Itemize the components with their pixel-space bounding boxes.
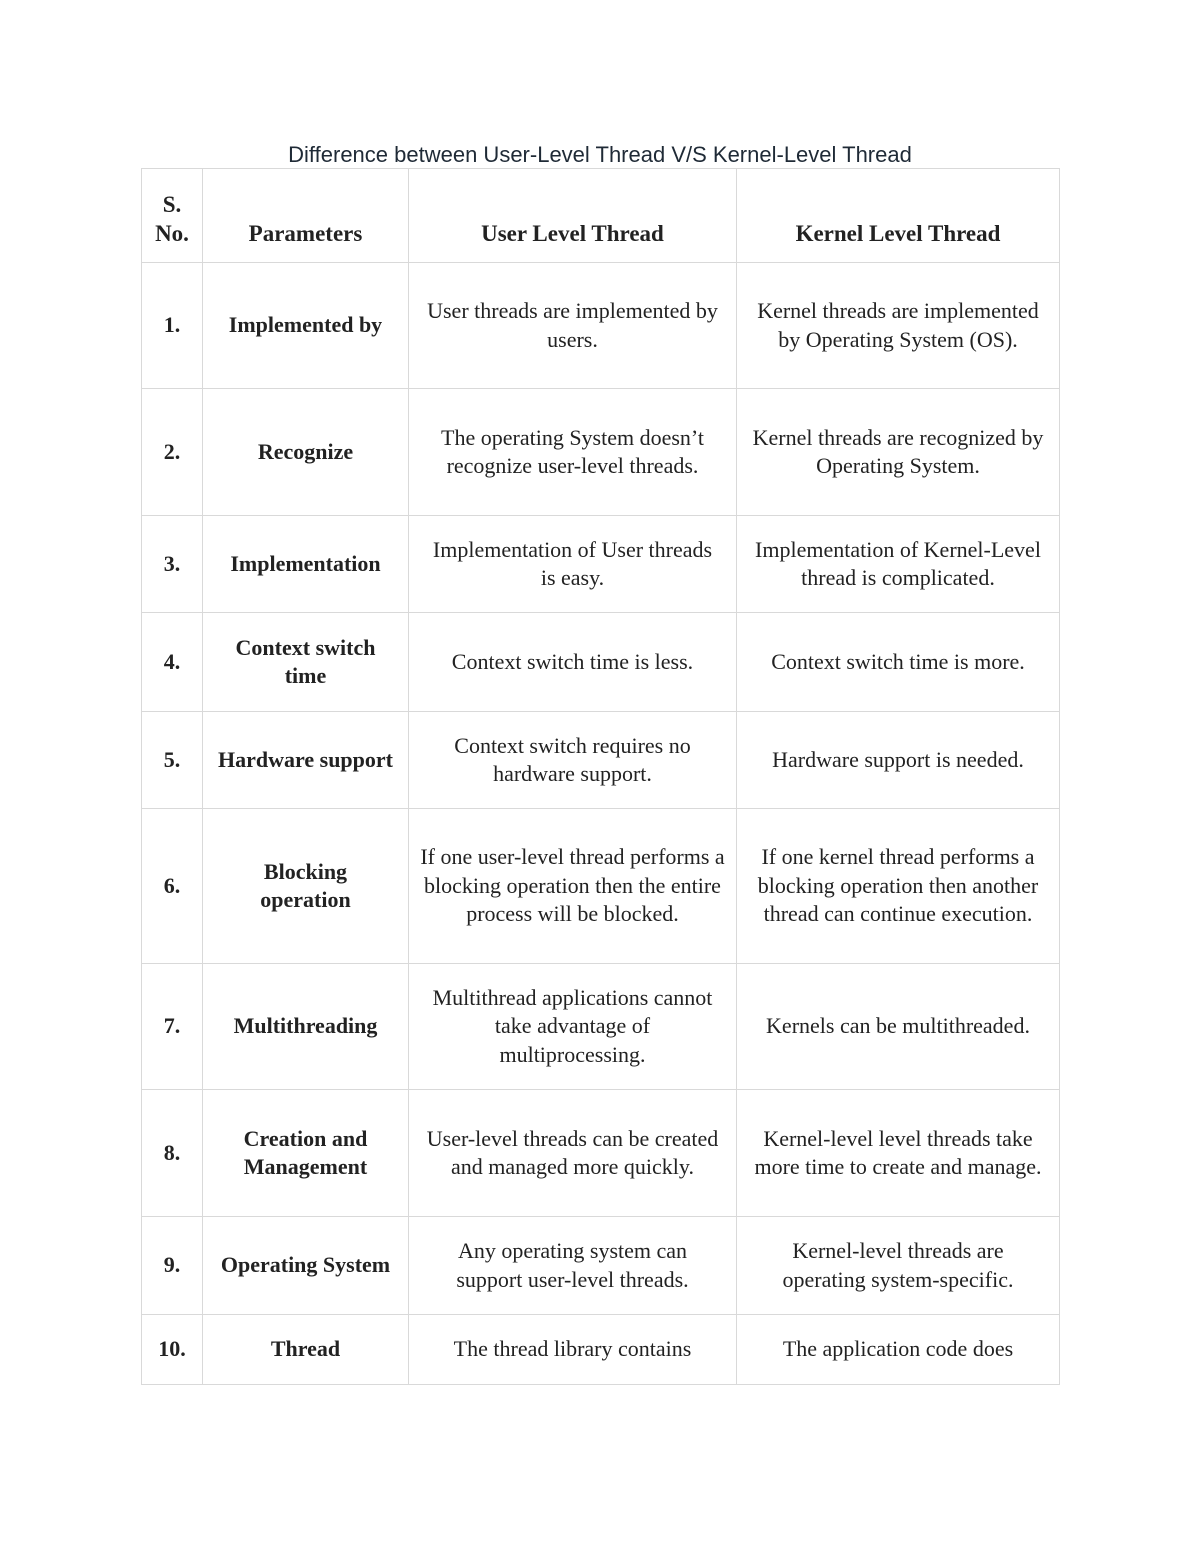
table-row <box>142 964 1060 1090</box>
page-title: Difference between User-Level Thread V/S Kernel-Level Thread <box>288 142 912 167</box>
table-row <box>142 516 1060 613</box>
row-number: 10. <box>142 1315 203 1385</box>
row-kernel-level: Kernel-level level threads take more time to create and manage. <box>737 1090 1060 1217</box>
table-row <box>142 1217 1060 1315</box>
row-kernel-level: Implementation of Kernel-Level thread is complicated. <box>737 516 1060 613</box>
row-parameter: Implementation <box>203 516 409 613</box>
row-kernel-level: The application code does <box>737 1315 1060 1385</box>
row-user-level: Context switch time is less. <box>409 613 737 712</box>
row-user-level: The operating System doesn’t recognize user-level threads. <box>409 389 737 516</box>
row-user-level: User threads are implemented by users. <box>409 263 737 389</box>
row-number: 1. <box>142 263 203 389</box>
row-number: 7. <box>142 964 203 1090</box>
row-user-level: The thread library contains <box>409 1315 737 1385</box>
row-kernel-level: Context switch time is more. <box>737 613 1060 712</box>
table-row <box>142 712 1060 809</box>
row-parameter: Blocking operation <box>203 809 409 964</box>
row-kernel-level: Kernel threads are recognized by Operating System. <box>737 389 1060 516</box>
table-row <box>142 613 1060 712</box>
row-number: 3. <box>142 516 203 613</box>
row-number: 2. <box>142 389 203 516</box>
row-kernel-level: Kernel threads are implemented by Operating System (OS). <box>737 263 1060 389</box>
row-number: 5. <box>142 712 203 809</box>
row-user-level: Multithread applications cannot take advantage of multiprocessing. <box>409 964 737 1090</box>
row-parameter: Operating System <box>203 1217 409 1315</box>
table-row <box>142 1090 1060 1217</box>
table-row <box>142 263 1060 389</box>
row-parameter: Recognize <box>203 389 409 516</box>
row-user-level: Context switch requires no hardware support. <box>409 712 737 809</box>
row-number: 6. <box>142 809 203 964</box>
table-row <box>142 1315 1060 1385</box>
table-row <box>142 389 1060 516</box>
header-kernel-level-thread: Kernel Level Thread <box>737 169 1060 263</box>
comparison-table <box>141 168 1060 1385</box>
table-row <box>142 809 1060 964</box>
row-parameter: Multithreading <box>203 964 409 1090</box>
row-parameter: Thread <box>203 1315 409 1385</box>
row-user-level: User-level threads can be created and managed more quickly. <box>409 1090 737 1217</box>
row-user-level: If one user-level thread performs a blocking operation then the entire process will be blocked. <box>409 809 737 964</box>
row-number: 8. <box>142 1090 203 1217</box>
header-parameters: Parameters <box>203 169 409 263</box>
row-parameter: Hardware support <box>203 712 409 809</box>
row-parameter: Context switch time <box>203 613 409 712</box>
row-parameter: Implemented by <box>203 263 409 389</box>
row-user-level: Any operating system can support user-level threads. <box>409 1217 737 1315</box>
row-kernel-level: Hardware support is needed. <box>737 712 1060 809</box>
row-parameter: Creation and Management <box>203 1090 409 1217</box>
row-user-level: Implementation of User threads is easy. <box>409 516 737 613</box>
header-serial-number: S. No. <box>142 169 203 263</box>
row-number: 9. <box>142 1217 203 1315</box>
header-row <box>142 169 1060 263</box>
header-user-level-thread: User Level Thread <box>409 169 737 263</box>
row-kernel-level: If one kernel thread performs a blocking operation then another thread can continue execution. <box>737 809 1060 964</box>
row-kernel-level: Kernel-level threads are operating system-specific. <box>737 1217 1060 1315</box>
row-number: 4. <box>142 613 203 712</box>
row-kernel-level: Kernels can be multithreaded. <box>737 964 1060 1090</box>
